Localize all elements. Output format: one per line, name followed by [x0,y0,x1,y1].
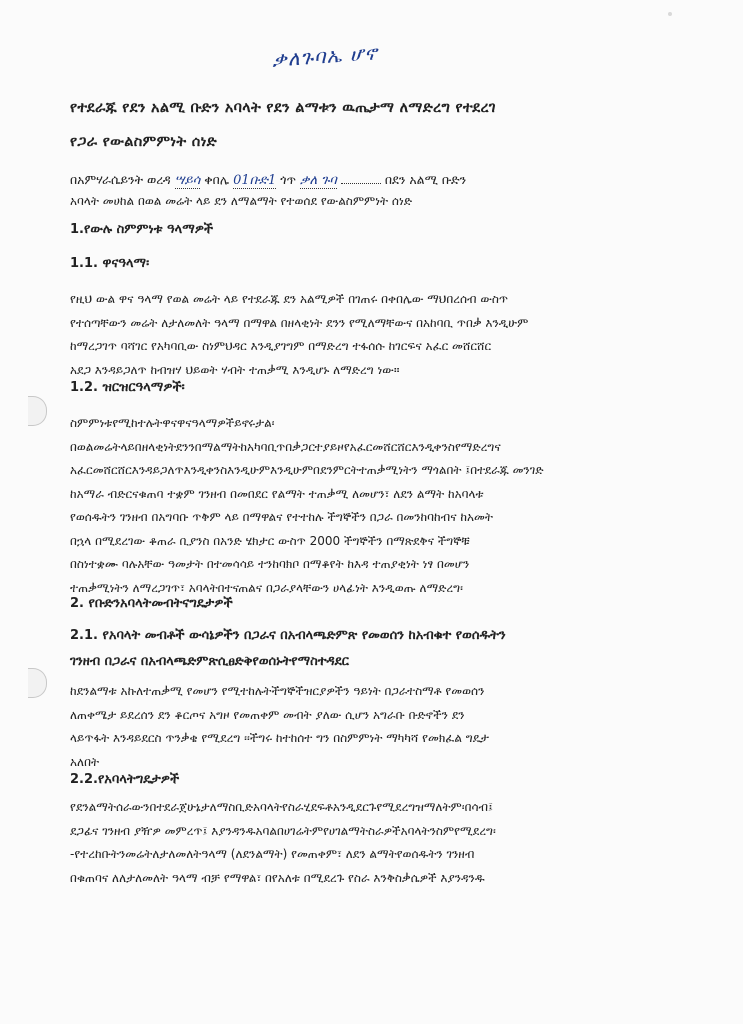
fill-text-part4: በደን አልሚ ቡድን [384,172,467,187]
fill-text-part3: ጎጥ [280,172,297,187]
section-1-2-heading: 1.2. ዝርዝርዓላማዎች፡ [70,380,185,395]
fill-in-line [70,172,650,189]
handwritten-note: ቃለጉባኤ ሆኖ [271,40,379,72]
document-title-line-2: የጋራ የውልስምምነት ሰነድ [70,134,217,150]
fill-line-2: አባላት መሀከል በወል መሬት ላይ ደን ለማልማት የተወሰደ የውልስምምነት ሰነድ [70,194,413,208]
paragraph-line: ከአማራ ብድርናቁጠባ ተቋም ገንዘብ በመበደር የልማት ተጠቃሚ ለመሆን፣ ለደን ልማት ከአባላቱ [70,486,484,501]
paragraph-line: በኋላ በሚደረገው ቆጠራ ቢያንስ በአንድ ሄክታር ውስጥ 2000 ችግኞችን በማጽደቅና ችግኞቹ [70,533,470,548]
paragraph-line: በቁጠባና ለለታለመለት ዓላማ ብቻ የማዋል፣ በየአለቱ በሚደረጉ የስራ እንቅስቃሴዎች እያንዳንዱ [70,870,485,885]
section-2-1-heading-line-2: ገንዘብ በጋራና በአብላጫድምጽሲፀድቅየወሰኑትየማስተዳደር [70,654,349,669]
fill-text-part1: በአምሃራሴይንት ወረዳ [70,172,171,187]
section-1-2-paragraph [70,412,650,600]
fill-handwritten-1: ሣይሳ [174,173,201,188]
paragraph-line: የተሰጣቸውን መሬት ለታለመለት ዓላማ በማዋል በዘላቂነት ደንን የሚለማቸውና በአከባቢ ጥበቃ እንዲሁም [70,315,529,330]
fill-handwritten-3: ቃለ ጉባ [300,173,337,188]
paragraph-line: ለጠቀሜታ ይደረሰን ደን ቆርጦና አግዞ የመጠቀም መብት ያለው ሲሆን አግራቡ ቡድኖችን ደን [70,707,465,722]
paragraph-line: ላይጥፋት እንዳይደርስ ጥንቃቄ የሚደረግ ፡፡ችግሩ ከተከሰተ ግን በስምምነት ማካካሻ የመክፈል ግዴታ [70,731,489,745]
section-2-heading: 2. የቡድንአባላትመብትናግዴታዎች [70,596,233,611]
punch-hole-mark [28,668,47,698]
fill-text-part2: ቀበሌ [204,172,230,187]
section-1-1-paragraph [70,288,650,382]
paragraph-line: በስነተቋሙ ባሉአቸው ዓመታት በተመሳሳይ ተንከባክቦ በማቆየት ከእዳ ተጠያቂነት ነፃ በመሆን [70,557,470,571]
section-2-2-paragraph [70,796,650,890]
paragraph-line: ከማረጋገጥ ባሻገር የአካባቢው ስነምህዳር እንዲያገግም በማድረግ ተፋሰሱ ከገርፍና አፈር መሸርሸር [70,339,492,353]
paragraph-line: ደጋፊና ገንዘብ ያዥዎ መምረጥ፤ እያንዳንዱአባልበሀገሬትምየሀገልማትስራዎችአባላትንስምየሚደረግ፡ [70,823,496,838]
paragraph-line: የደንልማትሰራውንበተደራጀሁኔታለማስቢድአባላትየስራሂደፍቶአንዲደርጉየሚደረግዝማለትም፡በሳብ፤ [70,800,493,814]
paragraph-line: ከደንልማቱ አኩለተጠቃሚ የመሆን የሚተከሉትችግኞችዝርያዎችን ዓይነት በጋራተስማቶ የመወሰን [70,684,485,698]
section-1-1-heading: 1.1. ዋናዓላማ፡ [70,256,150,271]
scan-speck [668,12,672,16]
paragraph-line: ተጠቃሚነትን ለማረጋገጥ፣ አባላትበተናጠልና በጋራያላቸውን ሀላፊነት እንዲወጡ ለማድረግ፡ [70,580,463,595]
fill-blank [341,183,381,184]
section-2-1-heading-line-1: 2.1. የአባላት መብቶች ውሳኔዎችን በጋራና በአብላጫድምጽ የመወሰን ከአብቁተ የወሰዱትን [70,628,506,643]
punch-hole-mark [28,396,47,426]
paragraph-line: የወሰዱትን ገንዘብ በአግባቡ ጥቅም ላይ በማዋልና የተተከሉ ችግኞችን በጋራ በመንከባከብና ከአመት [70,510,493,524]
paragraph-line: አደጋ እንዳይጋለጥ ከብዝሃ ህይወት ሃብት ተጠቃሚ እንዲሆኑ ለማድረግ ነው። [70,362,400,377]
section-1-heading: 1.የውሉ ስምምነቱ ዓላማዎች [70,222,214,237]
paragraph-line: የዚህ ውል ዋና ዓላማ የወል መሬት ላይ የተደራጁ ደን አልሚዎች በገጠሩ በቀበሌው ማህበረሰብ ውስጥ [70,292,509,306]
paragraph-line: ስምምነቱየሚከተሉትዋናዋናዓላማዎችይኖሩታል፡ [70,416,275,430]
fill-handwritten-2: 01ቡድ1 [233,173,277,188]
paragraph-line: -የተረከቡትንመሬትለታለመለትዓላማ (ለደንልማት) የመጠቀም፣ ለደን ልማትየወሰዱትን ገንዘብ [70,847,475,861]
paragraph-line: በወልመሬትላይበዘላቂነትደንንበማልማትከአካባቢጥበቃጋርተያይዞየአፈርመሸርሸርእንዲቀንስየማድረግና [70,439,501,454]
document-title-line-1: የተደራጁ የደን አልሚ ቡድን አባላት የደን ልማቱን ዉጤታማ ለማድረግ የተደረገ [70,100,496,116]
paragraph-line: አለበት [70,754,100,769]
section-2-1-paragraph [70,680,650,774]
paragraph-line: አፈርመሸርሸርእንዳይጋለጥእንዲቀንስእንዲሁምእንዲሁምበደንምርትተጠቃሚነትን ማጎልበት ፤በተደራጁ መንገድ [70,463,544,477]
section-2-2-heading: 2.2.የአባላትግዴታዎች [70,772,180,787]
